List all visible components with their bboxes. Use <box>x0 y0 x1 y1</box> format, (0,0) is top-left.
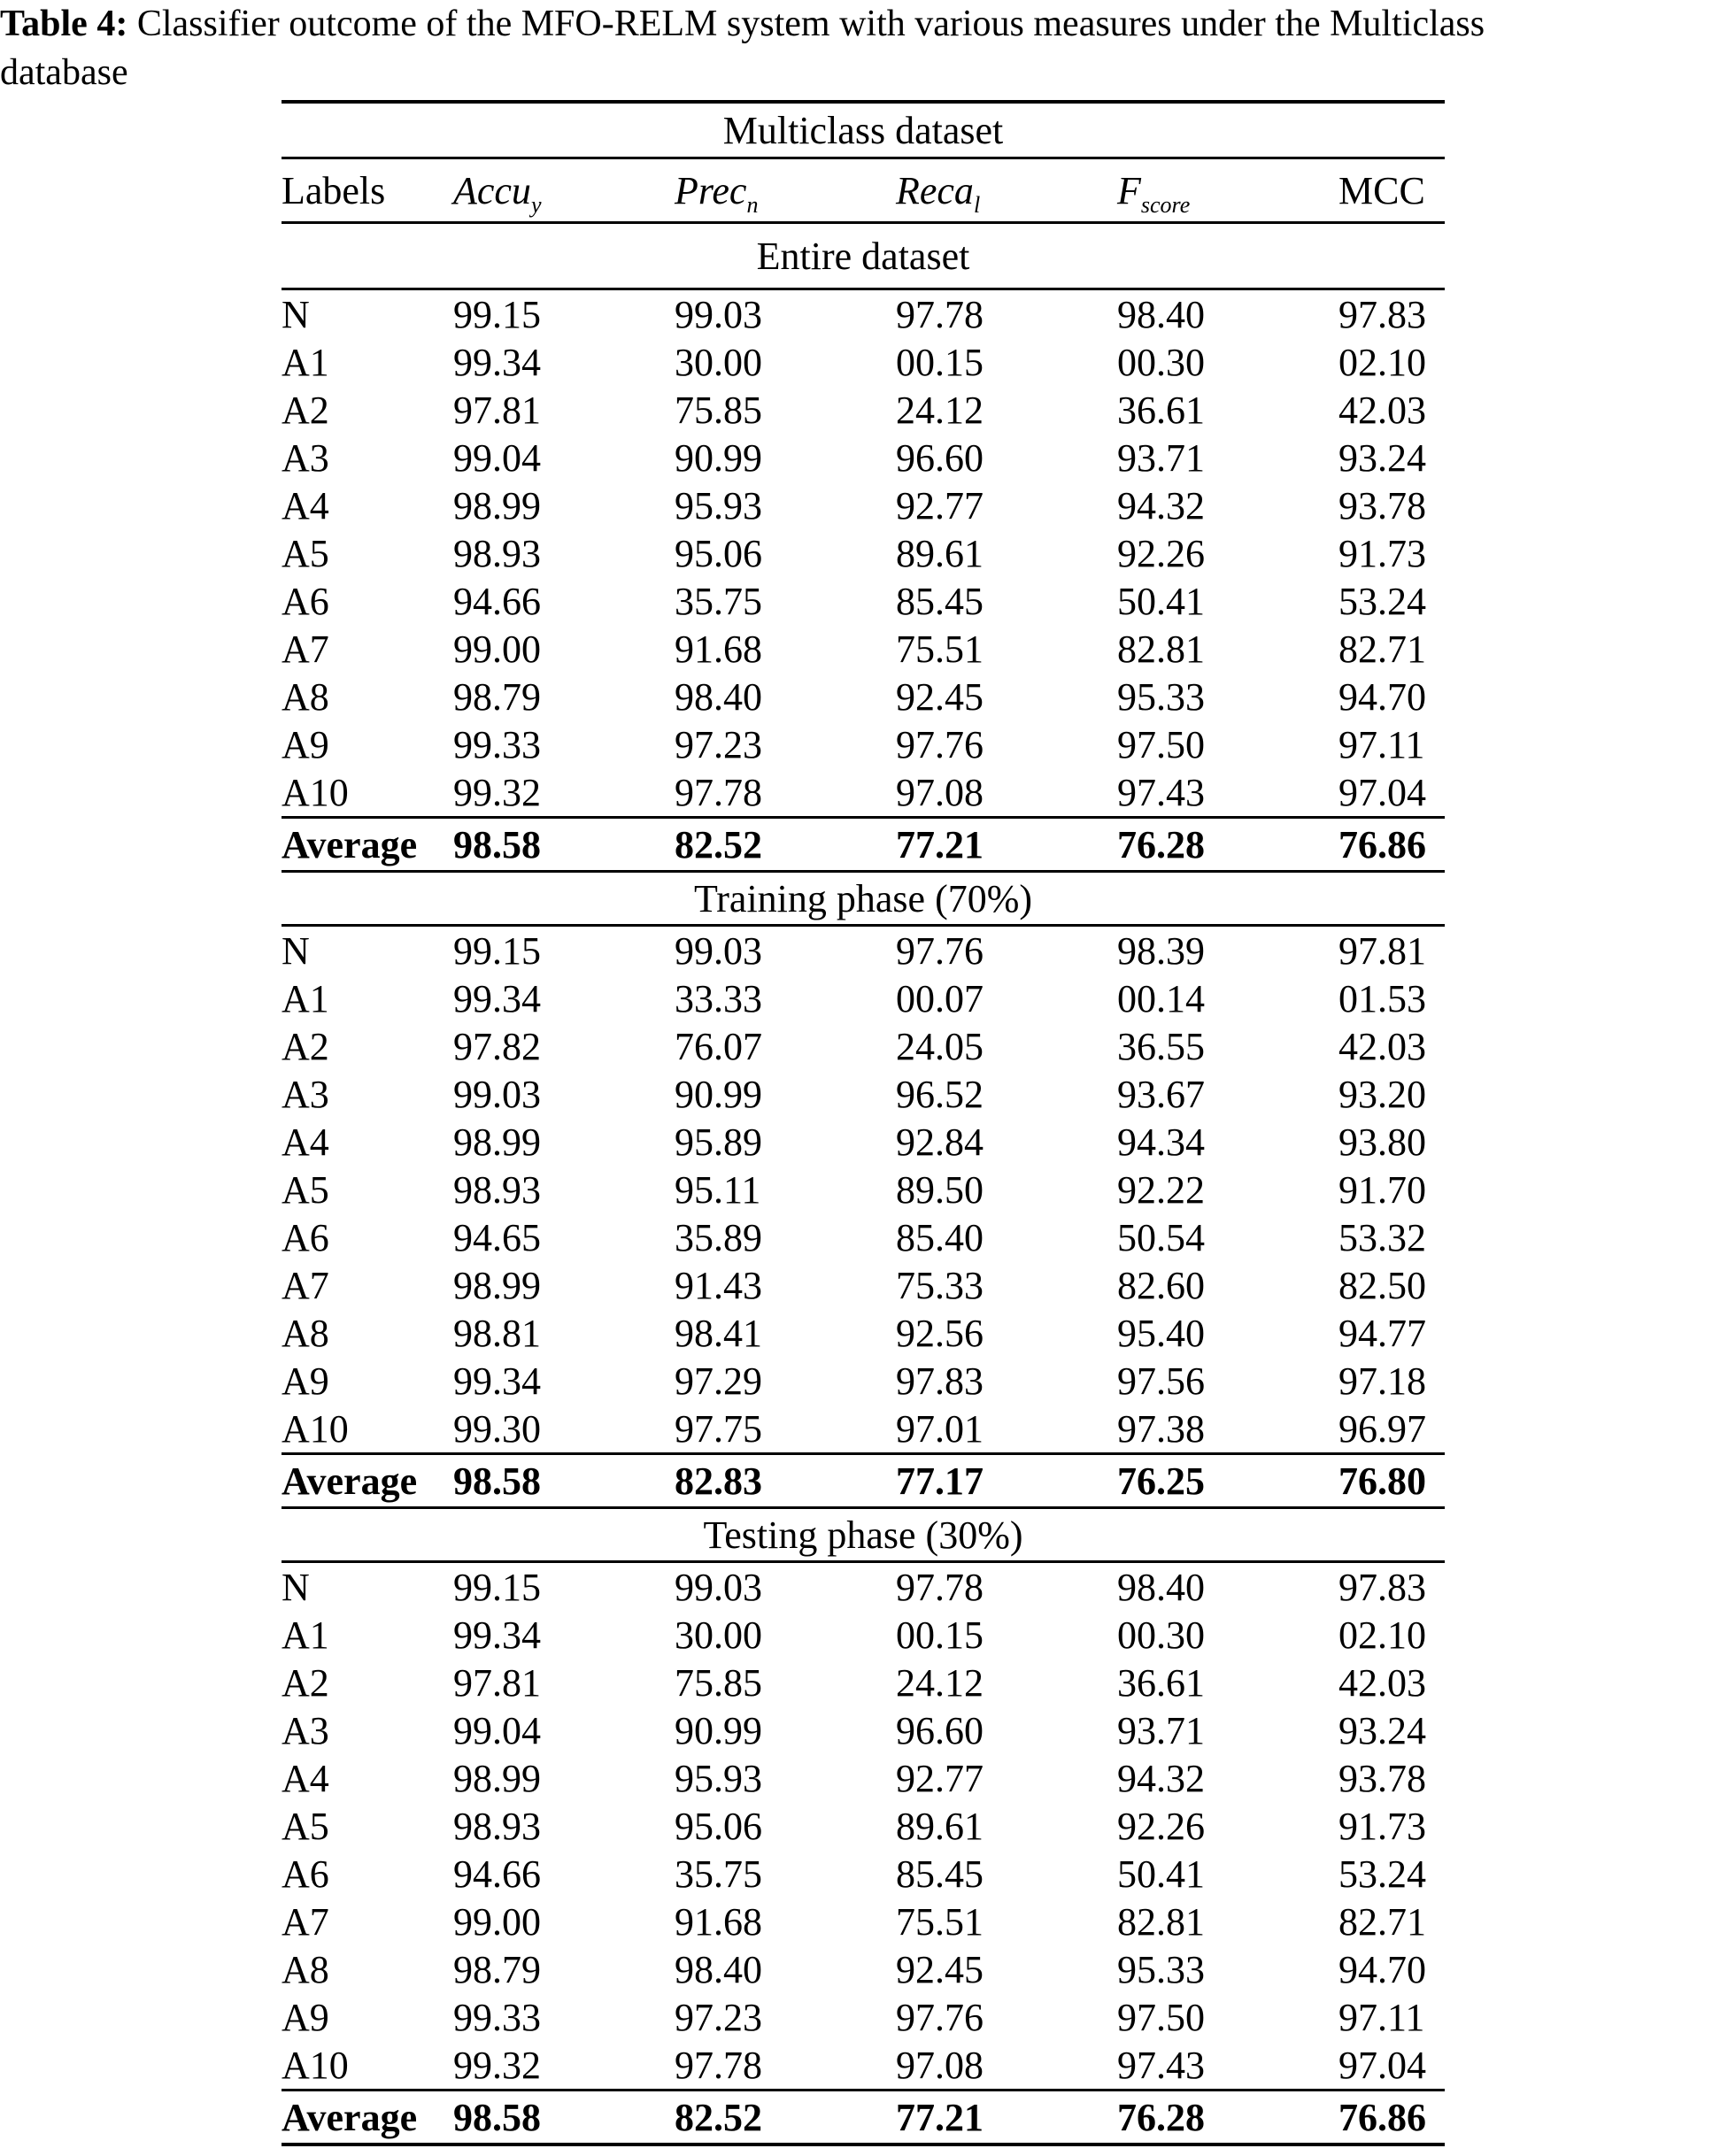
metric-value: 96.60 <box>896 435 984 480</box>
metric-value: 01.53 <box>1338 976 1426 1020</box>
metric-value: 35.89 <box>675 1215 762 1259</box>
metric-value: 97.82 <box>453 1024 541 1068</box>
metric-value: 98.40 <box>675 1947 762 1991</box>
metric-value: 98.58 <box>453 2091 675 2145</box>
table-row <box>282 1993 1445 2041</box>
metric-value: 82.50 <box>1338 1263 1426 1307</box>
table-body <box>282 223 1445 2145</box>
metric-value: 99.30 <box>453 1406 541 1451</box>
metric-value: 98.58 <box>453 818 675 872</box>
metric-value: 00.30 <box>1117 1613 1205 1657</box>
table-row <box>282 720 1445 768</box>
row-label: A10 <box>282 2043 349 2087</box>
table-row <box>282 338 1445 386</box>
metric-value: 53.24 <box>1338 1852 1426 1896</box>
section-header-row <box>282 872 1445 926</box>
table-row <box>282 481 1445 529</box>
column-header-row <box>282 158 1445 223</box>
table-row <box>282 1850 1445 1898</box>
metric-value: 97.29 <box>675 1359 762 1403</box>
table-row <box>282 974 1445 1022</box>
metric-value: 93.20 <box>1338 1072 1426 1116</box>
metric-value: 89.61 <box>896 531 984 575</box>
metric-value: 97.11 <box>1338 722 1425 766</box>
metric-value: 76.07 <box>675 1024 762 1068</box>
metric-value: 99.32 <box>453 770 541 814</box>
column-header-subscript: y <box>530 191 542 218</box>
metric-value: 94.66 <box>453 1852 541 1896</box>
metric-value: 98.79 <box>453 674 541 719</box>
section-title: Training phase (70%) <box>282 872 1445 926</box>
metric-value: 30.00 <box>675 1613 762 1657</box>
table-row <box>282 625 1445 673</box>
table-row <box>282 1118 1445 1166</box>
metric-value: 97.83 <box>1338 292 1426 336</box>
metric-value: 94.66 <box>453 579 541 623</box>
metric-value: 90.99 <box>675 435 762 480</box>
metric-value: 93.80 <box>1338 1120 1426 1164</box>
average-row <box>282 1454 1445 1508</box>
table-row <box>282 577 1445 625</box>
metric-value: 97.04 <box>1338 2043 1426 2087</box>
row-label: N <box>282 292 310 336</box>
metric-value: 99.33 <box>453 1995 541 2039</box>
metric-value: 99.03 <box>675 292 762 336</box>
metric-value: 98.39 <box>1117 928 1205 973</box>
column-header-text: Accu <box>453 168 531 212</box>
metric-value: 97.01 <box>896 1406 984 1451</box>
table-row <box>282 1166 1445 1213</box>
metric-value: 93.78 <box>1338 483 1426 527</box>
metric-value: 99.03 <box>675 928 762 973</box>
row-label: A8 <box>282 1947 329 1991</box>
metric-value: 35.75 <box>675 579 762 623</box>
section-header-row <box>282 223 1445 289</box>
metric-value: 77.17 <box>896 1454 1117 1508</box>
table-row <box>282 1706 1445 1754</box>
metric-value: 99.34 <box>453 976 541 1020</box>
metric-value: 97.08 <box>896 2043 984 2087</box>
row-label: A1 <box>282 340 329 384</box>
row-label: A1 <box>282 976 329 1020</box>
metric-value: 75.51 <box>896 627 984 671</box>
metric-value: 98.99 <box>453 1756 541 1800</box>
metric-value: 97.76 <box>896 722 984 766</box>
average-row <box>282 2091 1445 2145</box>
table-row <box>282 434 1445 481</box>
table-caption <box>0 0 1728 97</box>
metric-value: 76.25 <box>1117 1454 1338 1508</box>
metric-value: 95.89 <box>675 1120 762 1164</box>
metric-value: 95.06 <box>675 531 762 575</box>
row-label: N <box>282 928 310 973</box>
row-label: A1 <box>282 1613 329 1657</box>
metric-value: 95.11 <box>675 1167 761 1212</box>
metric-value: 24.05 <box>896 1024 984 1068</box>
row-label: A10 <box>282 1406 349 1451</box>
column-header-text: Labels <box>282 168 386 212</box>
row-label: Average <box>282 2091 453 2145</box>
dataset-header-row <box>282 102 1445 158</box>
metric-value: 97.81 <box>1338 928 1426 973</box>
metric-value: 92.77 <box>896 483 984 527</box>
metric-value: 96.52 <box>896 1072 984 1116</box>
metric-value: 98.99 <box>453 1120 541 1164</box>
row-label: A3 <box>282 1072 329 1116</box>
table-row <box>282 2041 1445 2091</box>
metric-value: 02.10 <box>1338 1613 1426 1657</box>
metric-value: 97.50 <box>1117 1995 1205 2039</box>
metric-value: 94.32 <box>1117 483 1205 527</box>
metric-value: 94.70 <box>1338 1947 1426 1991</box>
metric-value: 33.33 <box>675 976 762 1020</box>
metric-value: 97.76 <box>896 1995 984 2039</box>
metric-value: 77.21 <box>896 818 1117 872</box>
metric-value: 97.50 <box>1117 722 1205 766</box>
metric-value: 76.86 <box>1338 2091 1445 2145</box>
metric-value: 91.73 <box>1338 1804 1426 1848</box>
metric-value: 99.04 <box>453 435 541 480</box>
row-label: A5 <box>282 1804 329 1848</box>
metric-value: 97.83 <box>896 1359 984 1403</box>
average-row <box>282 818 1445 872</box>
metric-value: 75.85 <box>675 388 762 432</box>
metric-value: 97.81 <box>453 388 541 432</box>
column-header-text: Reca <box>896 168 974 212</box>
metric-value: 82.71 <box>1338 627 1426 671</box>
table-row <box>282 1022 1445 1070</box>
metric-value: 95.06 <box>675 1804 762 1848</box>
metric-value: 98.58 <box>453 1454 675 1508</box>
metric-value: 53.24 <box>1338 579 1426 623</box>
column-header-subscript: n <box>746 191 759 218</box>
metric-value: 97.83 <box>1338 1565 1426 1609</box>
row-label: A4 <box>282 1756 329 1800</box>
metric-value: 98.40 <box>1117 1565 1205 1609</box>
metric-value: 91.73 <box>1338 531 1426 575</box>
metric-value: 92.26 <box>1117 531 1205 575</box>
row-label: A9 <box>282 1995 329 2039</box>
metric-value: 85.40 <box>896 1215 984 1259</box>
table-row <box>282 673 1445 720</box>
metric-value: 97.23 <box>675 1995 762 2039</box>
metric-value: 94.70 <box>1338 674 1426 719</box>
metric-value: 94.34 <box>1117 1120 1205 1164</box>
row-label: A5 <box>282 1167 329 1212</box>
table-row <box>282 1659 1445 1706</box>
metric-value: 94.77 <box>1338 1311 1426 1355</box>
metric-value: 99.03 <box>453 1072 541 1116</box>
column-header-f <box>1117 158 1338 223</box>
caption-text: Classifier outcome of the MFO-RELM system with various measures under the Multiclass <box>136 4 1485 44</box>
metric-value: 99.34 <box>453 1613 541 1657</box>
row-label: A6 <box>282 579 329 623</box>
metric-value: 85.45 <box>896 579 984 623</box>
metric-value: 93.67 <box>1117 1072 1205 1116</box>
metric-value: 97.11 <box>1338 1995 1425 2039</box>
metric-value: 99.15 <box>453 928 541 973</box>
metric-value: 93.71 <box>1117 435 1205 480</box>
metric-value: 91.70 <box>1338 1167 1426 1212</box>
table-row <box>282 1611 1445 1659</box>
metric-value: 92.45 <box>896 1947 984 1991</box>
row-label: A9 <box>282 1359 329 1403</box>
metric-value: 50.41 <box>1117 579 1205 623</box>
column-header-subscript: score <box>1140 191 1191 218</box>
table-row <box>282 768 1445 818</box>
metric-value: 93.24 <box>1338 435 1426 480</box>
metric-value: 97.81 <box>453 1660 541 1705</box>
row-label: A7 <box>282 1263 329 1307</box>
metric-value: 99.15 <box>453 292 541 336</box>
metric-value: 98.93 <box>453 1804 541 1848</box>
row-label: Average <box>282 818 453 872</box>
metric-value: 95.40 <box>1117 1311 1205 1355</box>
metric-value: 99.00 <box>453 1899 541 1944</box>
metric-value: 98.79 <box>453 1947 541 1991</box>
table-row <box>282 1309 1445 1357</box>
table-row <box>282 529 1445 577</box>
metric-value: 02.10 <box>1338 340 1426 384</box>
section-title: Entire dataset <box>282 223 1445 289</box>
metric-value: 97.78 <box>896 292 984 336</box>
metric-value: 96.97 <box>1338 1406 1426 1451</box>
metric-value: 98.40 <box>675 674 762 719</box>
table-row <box>282 1945 1445 1993</box>
metric-value: 97.38 <box>1117 1406 1205 1451</box>
table-row <box>282 1802 1445 1850</box>
metric-value: 97.08 <box>896 770 984 814</box>
metric-value: 97.75 <box>675 1406 762 1451</box>
metric-value: 99.15 <box>453 1565 541 1609</box>
metric-value: 77.21 <box>896 2091 1117 2145</box>
metric-value: 76.28 <box>1117 818 1338 872</box>
metric-value: 95.93 <box>675 1756 762 1800</box>
column-header-prec <box>675 158 896 223</box>
table-row <box>282 1562 1445 1612</box>
metric-value: 92.22 <box>1117 1167 1205 1212</box>
metric-value: 99.34 <box>453 340 541 384</box>
row-label: A8 <box>282 1311 329 1355</box>
metric-value: 97.78 <box>675 2043 762 2087</box>
metric-value: 97.04 <box>1338 770 1426 814</box>
table-row <box>282 1405 1445 1454</box>
dataset-header: Multiclass dataset <box>282 102 1445 158</box>
metric-value: 82.83 <box>675 1454 896 1508</box>
metric-value: 98.93 <box>453 531 541 575</box>
table-row <box>282 1261 1445 1309</box>
metric-value: 89.50 <box>896 1167 984 1212</box>
metric-value: 75.33 <box>896 1263 984 1307</box>
metric-value: 50.54 <box>1117 1215 1205 1259</box>
metric-value: 00.14 <box>1117 976 1205 1020</box>
metric-value: 76.28 <box>1117 2091 1338 2145</box>
metric-value: 00.30 <box>1117 340 1205 384</box>
metric-value: 99.34 <box>453 1359 541 1403</box>
metric-value: 76.86 <box>1338 818 1445 872</box>
metric-value: 90.99 <box>675 1708 762 1752</box>
metric-value: 42.03 <box>1338 1660 1426 1705</box>
metric-value: 53.32 <box>1338 1215 1426 1259</box>
row-label: A8 <box>282 674 329 719</box>
table-row <box>282 289 1445 339</box>
table-row <box>282 1070 1445 1118</box>
metric-value: 35.75 <box>675 1852 762 1896</box>
metric-value: 00.15 <box>896 1613 984 1657</box>
metric-value: 00.15 <box>896 340 984 384</box>
metric-value: 24.12 <box>896 388 984 432</box>
metric-value: 82.81 <box>1117 627 1205 671</box>
metric-value: 98.40 <box>1117 292 1205 336</box>
row-label: A10 <box>282 770 349 814</box>
row-label: A3 <box>282 1708 329 1752</box>
caption-label: Table 4: <box>0 4 128 44</box>
metric-value: 99.32 <box>453 2043 541 2087</box>
metric-value: 82.52 <box>675 2091 896 2145</box>
metric-value: 98.93 <box>453 1167 541 1212</box>
metric-value: 50.41 <box>1117 1852 1205 1896</box>
column-header-labels <box>282 158 453 223</box>
row-label: A6 <box>282 1852 329 1896</box>
table-row <box>282 926 1445 975</box>
metric-value: 97.78 <box>675 770 762 814</box>
table-row <box>282 386 1445 434</box>
metric-value: 92.77 <box>896 1756 984 1800</box>
metric-value: 98.99 <box>453 483 541 527</box>
row-label: A2 <box>282 1024 329 1068</box>
metric-value: 82.52 <box>675 818 896 872</box>
metric-value: 42.03 <box>1338 388 1426 432</box>
metric-value: 24.12 <box>896 1660 984 1705</box>
metric-value: 93.24 <box>1338 1708 1426 1752</box>
table-row <box>282 1357 1445 1405</box>
metric-value: 42.03 <box>1338 1024 1426 1068</box>
metric-value: 97.43 <box>1117 2043 1205 2087</box>
metric-value: 97.43 <box>1117 770 1205 814</box>
row-label: A2 <box>282 1660 329 1705</box>
row-label: A5 <box>282 531 329 575</box>
metric-value: 36.61 <box>1117 1660 1205 1705</box>
metric-value: 95.33 <box>1117 1947 1205 1991</box>
metric-value: 98.81 <box>453 1311 541 1355</box>
caption-line-1 <box>0 0 1728 49</box>
section-header-row <box>282 1508 1445 1562</box>
row-label: A6 <box>282 1215 329 1259</box>
metric-value: 82.71 <box>1338 1899 1426 1944</box>
metric-value: 75.85 <box>675 1660 762 1705</box>
column-header-reca <box>896 158 1117 223</box>
metric-value: 98.41 <box>675 1311 762 1355</box>
metric-value: 85.45 <box>896 1852 984 1896</box>
row-label: A9 <box>282 722 329 766</box>
metric-value: 93.71 <box>1117 1708 1205 1752</box>
row-label: A4 <box>282 1120 329 1164</box>
metric-value: 97.23 <box>675 722 762 766</box>
table-row <box>282 1213 1445 1261</box>
row-label: A3 <box>282 435 329 480</box>
metric-value: 94.32 <box>1117 1756 1205 1800</box>
table-row <box>282 1898 1445 1945</box>
metric-value: 97.56 <box>1117 1359 1205 1403</box>
column-header-text: MCC <box>1338 168 1425 212</box>
metric-value: 75.51 <box>896 1899 984 1944</box>
metric-value: 98.99 <box>453 1263 541 1307</box>
row-label: A7 <box>282 1899 329 1944</box>
row-label: N <box>282 1565 310 1609</box>
table-row <box>282 1754 1445 1802</box>
column-header-text: Prec <box>675 168 747 212</box>
metric-value: 92.84 <box>896 1120 984 1164</box>
metric-value: 97.18 <box>1338 1359 1426 1403</box>
metric-value: 36.61 <box>1117 388 1205 432</box>
results-table <box>282 100 1445 2146</box>
caption-line-2: database <box>0 52 128 93</box>
metric-value: 92.56 <box>896 1311 984 1355</box>
metric-value: 94.65 <box>453 1215 541 1259</box>
metric-value: 90.99 <box>675 1072 762 1116</box>
column-header-mcc <box>1338 158 1445 223</box>
metric-value: 76.80 <box>1338 1454 1445 1508</box>
row-label: Average <box>282 1454 453 1508</box>
metric-value: 91.68 <box>675 627 762 671</box>
row-label: A7 <box>282 627 329 671</box>
metric-value: 82.81 <box>1117 1899 1205 1944</box>
metric-value: 96.60 <box>896 1708 984 1752</box>
metric-value: 89.61 <box>896 1804 984 1848</box>
section-title: Testing phase (30%) <box>282 1508 1445 1562</box>
metric-value: 99.03 <box>675 1565 762 1609</box>
metric-value: 97.78 <box>896 1565 984 1609</box>
row-label: A2 <box>282 388 329 432</box>
metric-value: 36.55 <box>1117 1024 1205 1068</box>
metric-value: 97.76 <box>896 928 984 973</box>
row-label: A4 <box>282 483 329 527</box>
metric-value: 91.68 <box>675 1899 762 1944</box>
metric-value: 93.78 <box>1338 1756 1426 1800</box>
metric-value: 99.33 <box>453 722 541 766</box>
metric-value: 99.00 <box>453 627 541 671</box>
metric-value: 95.93 <box>675 483 762 527</box>
column-header-text: F <box>1117 168 1141 212</box>
metric-value: 30.00 <box>675 340 762 384</box>
metric-value: 00.07 <box>896 976 984 1020</box>
metric-value: 82.60 <box>1117 1263 1205 1307</box>
metric-value: 92.45 <box>896 674 984 719</box>
metric-value: 91.43 <box>675 1263 762 1307</box>
metric-value: 92.26 <box>1117 1804 1205 1848</box>
metric-value: 99.04 <box>453 1708 541 1752</box>
column-header-accu <box>453 158 675 223</box>
column-header-subscript: l <box>973 191 981 218</box>
metric-value: 95.33 <box>1117 674 1205 719</box>
